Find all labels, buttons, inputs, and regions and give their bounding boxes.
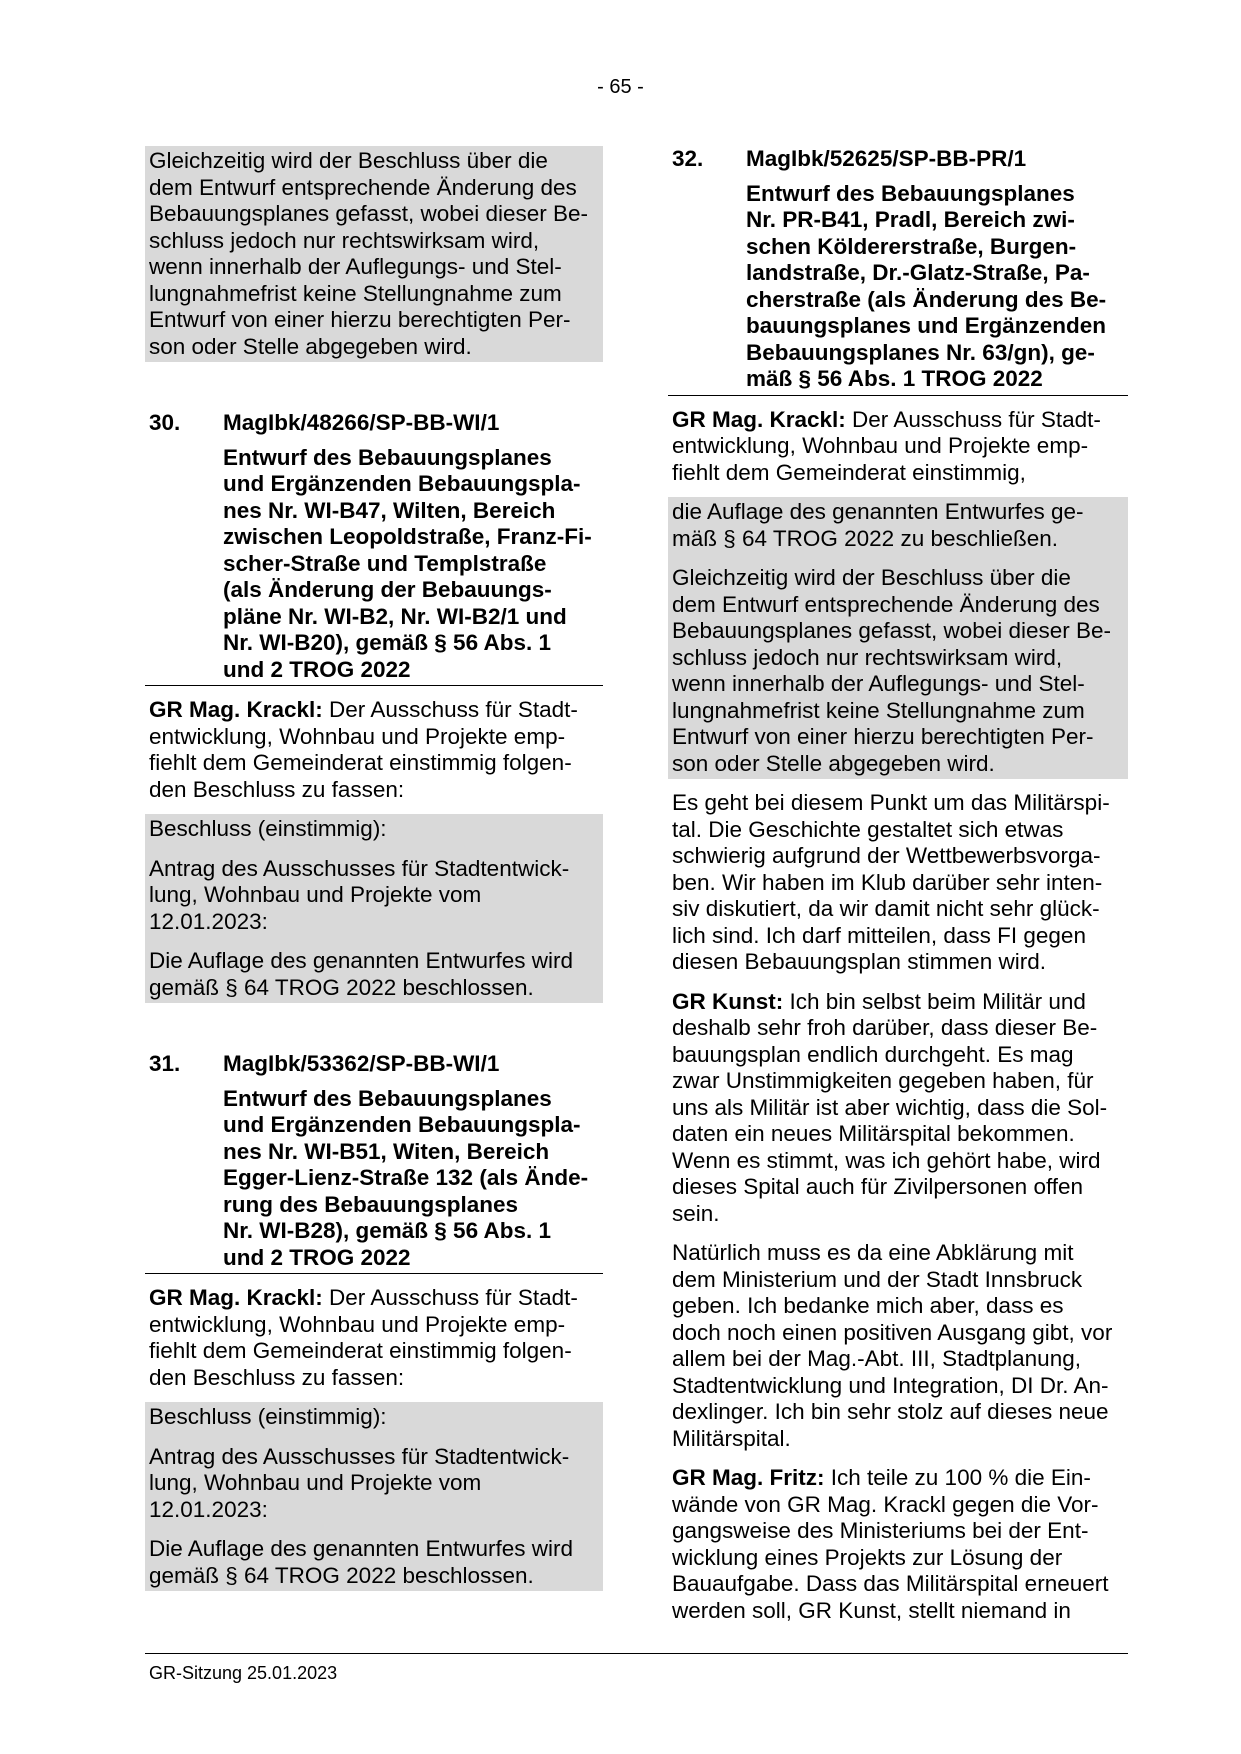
motion-text: Antrag des Ausschusses für Stadtentwick- lung, Wohnbau und Projekte vom 12.01.2023: <box>145 1442 603 1526</box>
left-column <box>145 146 603 1591</box>
motion-text: Antrag des Ausschusses für Stadtentwick- lung, Wohnbau und Projekte vom 12.01.2023: <box>145 854 603 938</box>
result-text: Die Auflage des genannten Entwurfes wird gemäß § 64 TROG 2022 beschlossen. <box>145 1534 603 1591</box>
decision-label: Beschluss (einstimmig): <box>145 814 603 845</box>
item-30-heading <box>145 410 603 437</box>
right-column <box>668 146 1128 1626</box>
item-31-heading <box>145 1051 603 1078</box>
paragraph-militaerspital: Es geht bei diesem Punkt um das Militärspi- tal. Die Geschichte gestaltet sich etwas schwierig aufgrund der Wettbewerbsvorga- ben. Wir haben im Klub darüber sehr inten- siv diskutiert, da wir damit nicht sehr glück- lich sind. Ich darf mitteilen, dass FI gegen diesen Bebauungsplan stimmen wird. <box>672 790 1110 974</box>
speech-paragraph: GR Mag. Krackl: Der Ausschuss für Stadt- entwicklung, Wohnbau und Projekte emp- fiehlt dem Gemeinderat einstimmig, <box>672 406 1101 485</box>
item-number: 31. <box>149 1051 181 1076</box>
paragraph-intro-shaded: Gleichzeitig wird der Beschluss über die dem Entwurf entsprechende Änderung des Bebauungsplanes gefasst, wobei dieser Be- schluss jedoch nur rechtswirksam wird, wenn innerhalb der Auflegungs- und Stel- lungnahmefrist keine Stellungnahme zum Entwurf von einer hierzu berechtigten Per- son oder Stelle abgegeben wird. <box>145 146 603 362</box>
speaker-name: GR Kunst: <box>672 988 784 1014</box>
footer-rule <box>145 1653 1128 1654</box>
simultaneous-decision-text: Gleichzeitig wird der Beschluss über die dem Entwurf entsprechende Änderung des Bebauungsplanes gefasst, wobei dieser Be- schluss jedoch nur rechtswirksam wird, wenn innerhalb der Auflegungs- und Stel- lungnahmefrist keine Stellungnahme zum Entwurf von einer hierzu berechtigten Per- son oder Stelle abgegeben wird. <box>668 563 1128 779</box>
speaker-name: GR Mag. Krackl: <box>672 406 846 432</box>
result-text: Die Auflage des genannten Entwurfes wird gemäß § 64 TROG 2022 beschlossen. <box>145 946 603 1003</box>
item-title: Entwurf des Bebauungsplanes und Ergänzenden Bebauungspla- nes Nr. WI-B47, Wilten, Bereich zwischen Leopoldstraße, Franz-Fi- scher-Straße und Templstraße (als Änderung der Bebauungs- pläne Nr. WI-B2, Nr. WI-B2/1 und Nr. WI-B20), gemäß § 56 Abs. 1 und 2 TROG 2022 <box>223 444 592 682</box>
speech-paragraph: GR Mag. Krackl: Der Ausschuss für Stadt- entwicklung, Wohnbau und Projekte emp- fiehlt dem Gemeinderat einstimmig folgen- den Beschluss zu fassen: <box>149 1285 578 1390</box>
page-number: - 65 - <box>597 76 644 98</box>
agenda-item-30 <box>145 410 603 1003</box>
item-32-heading <box>668 146 1128 173</box>
speaker-name: GR Mag. Krackl: <box>149 1285 323 1310</box>
item-title: Entwurf des Bebauungsplanes Nr. PR-B41, Pradl, Bereich zwi- schen Köldererstraße, Burgen- landstraße, Dr.-Glatz-Straße, Pa- cherstraße (als Änderung des Be- bauungsplanes und Ergänzenden Bebauungsplanes Nr. 63/gn), ge- mäß § 56 Abs. 1 TROG 2022 <box>746 180 1107 391</box>
speech-paragraph: GR Mag. Krackl: Der Ausschuss für Stadt- entwicklung, Wohnbau und Projekte emp- fiehlt dem Gemeinderat einstimmig folgen- den Beschluss zu fassen: <box>149 697 578 802</box>
item-number: 32. <box>672 146 704 171</box>
footer-session-date: GR-Sitzung 25.01.2023 <box>149 1663 338 1683</box>
speech-paragraph-fritz: GR Mag. Fritz: Ich teile zu 100 % die Ein- wände von GR Mag. Krackl gegen die Vor- gangsweise des Ministeriums bei der Ent- wicklung eines Projekts zur Lösung der Bauaufgabe. Dass das Militärspital erneuert werden soll, GR Kunst, stellt niemand in <box>672 1465 1109 1623</box>
speech-paragraph-kunst: GR Kunst: Ich bin selbst beim Militär und deshalb sehr froh darüber, dass dieser Be- bauungsplan endlich durchgeht. Es mag zwar Unstimmigkeiten gegeben haben, für uns als Militär ist aber wichtig, dass die Sol- daten ein neues Militärspital bekommen. Wenn es stimmt, was ich gehört habe, wird dieses Spital auch für Zivilpersonen offen sein. <box>672 988 1108 1226</box>
item-code: MagIbk/53362/SP-BB-WI/1 <box>223 1051 500 1076</box>
item-code: MagIbk/52625/SP-BB-PR/1 <box>746 146 1027 171</box>
paragraph-natuerlich: Natürlich muss es da eine Abklärung mit dem Ministerium und der Stadt Innsbruck geben. Ich bedanke mich aber, dass es doch noch einen positiven Ausgang gibt, vor allem bei der Mag.-Abt. III, Stadtplanung, Stadtentwicklung und Integration, DI Dr. An- dexlinger. Ich bin sehr stolz auf dieses neue Militärspital. <box>672 1240 1113 1451</box>
item-number: 30. <box>149 410 181 435</box>
item-code: MagIbk/48266/SP-BB-WI/1 <box>223 410 500 435</box>
speaker-name: GR Mag. Fritz: <box>672 1465 825 1490</box>
speaker-name: GR Mag. Krackl: <box>149 697 323 722</box>
item-title: Entwurf des Bebauungsplanes und Ergänzenden Bebauungspla- nes Nr. WI-B51, Witen, Bereich Egger-Lienz-Straße 132 (als Ände- rung des Bebauungsplanes Nr. WI-B28), gemäß § 56 Abs. 1 und 2 TROG 2022 <box>223 1085 589 1270</box>
agenda-item-31 <box>145 1051 603 1591</box>
proposal-text: die Auflage des genannten Entwurfes ge- mäß § 64 TROG 2022 zu beschließen. <box>668 497 1128 554</box>
decision-label: Beschluss (einstimmig): <box>145 1402 603 1433</box>
agenda-item-32 <box>668 146 1128 779</box>
